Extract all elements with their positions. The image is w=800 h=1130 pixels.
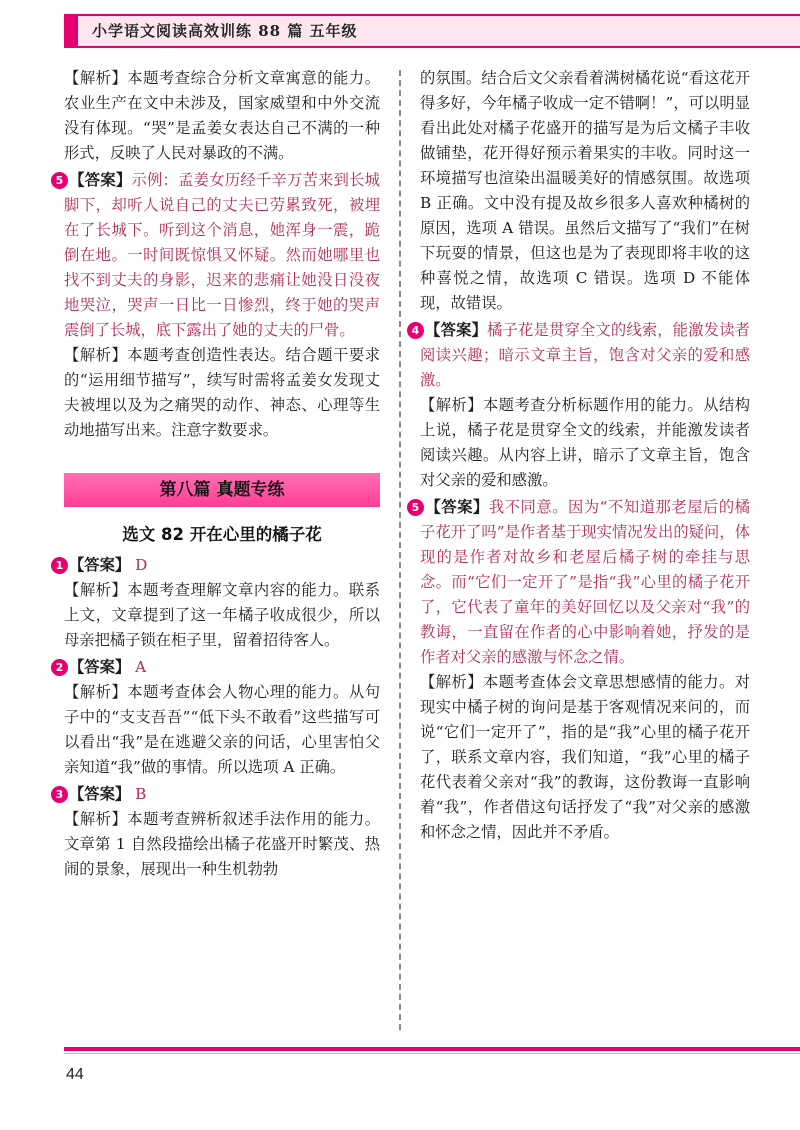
- q4-analysis-left: 【解析】本题考查综合分析文章寓意的能力。农业生产在文中未涉及，国家威望和中外交流没有体现。“哭”是孟姜女表达自己不满的一种形式，反映了人民对暴政的不满。: [64, 69, 380, 162]
- answer-text: 我不同意。因为“不知道那老屋后的橘子花开了吗”是作者基于现实情况发出的疑问，体现的是作者对故乡和老屋后橘子树的牵挂与思念。而“它们一定开了”是指“我”心里的橘子花开了，它代表了童年的美好回忆以及父亲对“我”的教诲，一直留在作者的心中影响着她，抒发的是作者对父亲的感激与怀念之情。: [420, 498, 750, 666]
- question-2: [55, 655, 380, 780]
- passage-title: 选文 82 开在心里的橘子花: [122, 525, 322, 544]
- answer-tag: 【答案】: [69, 556, 131, 574]
- question-4: [411, 318, 750, 493]
- answer-tag: 【答案】: [425, 498, 489, 516]
- answer-tag: 【答案】: [69, 785, 131, 803]
- page-number: 44: [66, 1066, 84, 1083]
- question-number-badge: 5: [51, 172, 68, 189]
- question-5-left: [55, 168, 380, 443]
- question-number-badge: 5: [407, 499, 424, 516]
- question-3: [55, 782, 380, 882]
- answer-text: 橘子花是贯穿全文的线索，能激发读者阅读兴趣；暗示文章主旨，饱含对父亲的爱和感激。: [420, 321, 750, 389]
- analysis-text: 【解析】本题考查创造性表达。结合题干要求的“运用细节描写”，续写时需将孟姜女发现丈夫被埋以及为之痛哭的动作、神态、心理等生动地描写出来。注意字数要求。: [64, 346, 380, 439]
- section-banner: [64, 473, 380, 507]
- question-number-badge: 3: [51, 786, 68, 803]
- section-banner-label: 第八篇 真题专练: [64, 473, 380, 507]
- analysis-text: 【解析】本题考查理解文章内容的能力。联系上文，文章提到了这一年橘子收成很少，所以母亲把橘子锁在柜子里，留着招待客人。: [64, 581, 380, 649]
- analysis-text: 【解析】本题考查体会文章思想感情的能力。对现实中橘子树的询问是基于客观情况来问的，而说“它们一定开了”，指的是“我”心里的橘子花开了，联系文章内容，我们知道，“我”心里的橘子花代表着父亲对“我”的教诲，这份教诲一直影响着“我”，作者借这句话抒发了“我”对父亲的感激和怀念之情，因此并不矛盾。: [420, 673, 750, 841]
- question-1: [55, 553, 380, 653]
- question-number-badge: 1: [51, 557, 68, 574]
- question-number-badge: 2: [51, 659, 68, 676]
- answer-tag: 【答案】: [425, 321, 488, 339]
- question-number-badge: 4: [407, 322, 424, 339]
- left-column: [55, 66, 380, 882]
- footer-rule-thin: [64, 1053, 800, 1054]
- answer-tag: 【答案】: [69, 171, 132, 189]
- question-5: [411, 495, 750, 845]
- analysis-text: 【解析】本题考查辨析叙述手法作用的能力。文章第 1 自然段描绘出橘子花盛开时繁茂、热闹的景象，展现出一种生机勃勃: [64, 810, 380, 878]
- answer-tag: 【答案】: [69, 658, 131, 676]
- column-divider: [399, 70, 401, 1030]
- analysis-text: 【解析】本题考查体会人物心理的能力。从句子中的“支支吾吾”“低下头不敢看”这些描写可以看出“我”是在逃避父亲的问话，心里害怕父亲知道“我”做的事情。所以选项 A 正确。: [64, 683, 380, 776]
- answer-text: B: [135, 785, 147, 803]
- answer-text: A: [135, 658, 147, 676]
- book-title: 小学语文阅读高效训练 88 篇 五年级: [78, 16, 800, 46]
- answer-text: 示例：孟姜女历经千辛万苦来到长城脚下，却听人说自己的丈夫已劳累致死，被埋在了长城下。听到这个消息，她浑身一震，跪倒在地。一时间既惊惧又怀疑。然而她哪里也找不到丈夫的身影，迟来的悲痛让她没日没夜地哭泣，哭声一日比一日惨烈，终于她的哭声震倒了长城，底下露出了她的丈夫的尸骨。: [64, 171, 380, 339]
- footer-rule: [64, 1047, 800, 1051]
- q3-analysis-continued: 的氛围。结合后文父亲看着满树橘花说“看这花开得多好，今年橘子收成一定不错啊！”，可以明显看出此处对橘子花盛开的描写是为后文橘子丰收做铺垫，花开得好预示着果实的丰收。同时这一环境描写也渲染出温暖美好的情感氛围。故选项 B 正确。文中没有提及故乡很多人喜欢种橘树的原因，选项 A 错误。虽然后文描写了“我们”在树下玩耍的情景，但这也是为了表现即将丰收的这种喜悦之情，故选项 C 错误。选项 D 不能体现，故错误。: [420, 69, 750, 312]
- answer-text: D: [135, 556, 148, 574]
- analysis-text: 【解析】本题考查分析标题作用的能力。从结构上说，橘子花是贯穿全文的线索，并能激发读者阅读兴趣。从内容上讲，暗示了文章主旨，饱含对父亲的爱和感激。: [420, 396, 750, 489]
- right-column: [411, 66, 750, 845]
